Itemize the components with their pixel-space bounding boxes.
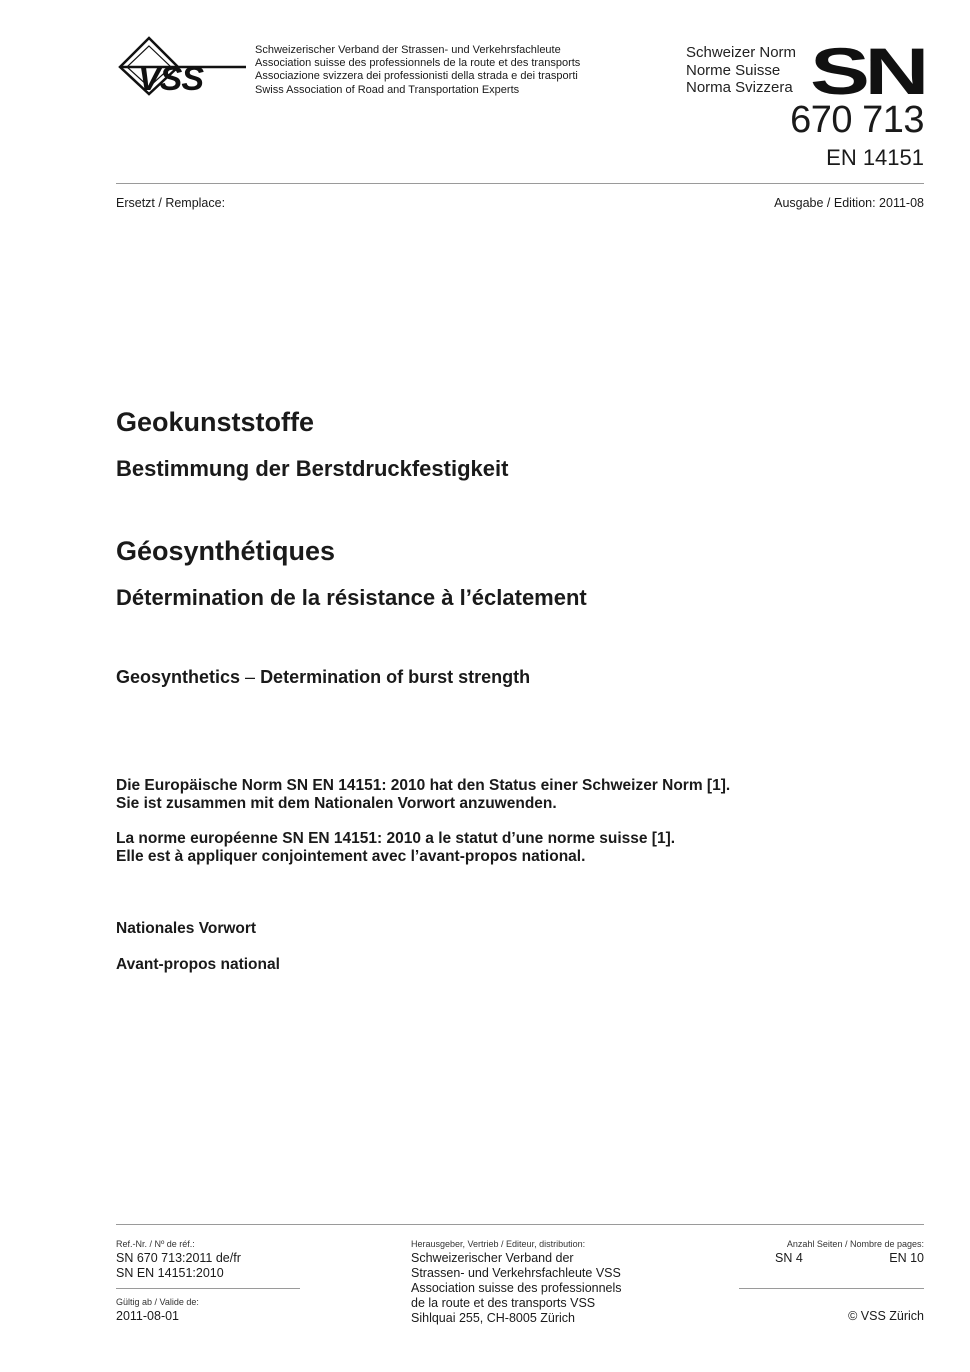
publisher-line: de la route et des transports VSS [411, 1296, 596, 1310]
title-de: Geokunststoffe [116, 407, 315, 437]
sn-logo [810, 44, 925, 96]
norm-name-de: Schweizer Norm [686, 44, 797, 61]
publisher-label: Herausgeber, Vertrieb / Editeur, distribution: [411, 1239, 586, 1249]
status-statement-fr [116, 830, 675, 866]
header-divider [116, 183, 924, 184]
copyright-notice: © VSS Zürich [848, 1309, 924, 1323]
title-en [116, 665, 530, 689]
footer-divider [116, 1224, 924, 1225]
association-name-fr: Association suisse des professionnels de la route et des transports [255, 57, 581, 70]
vss-logo [116, 36, 248, 96]
association-name-it: Associazione svizzera dei professionisti della strada e dei trasporti [255, 70, 578, 83]
valid-from-date: 2011-08-01 [116, 1309, 180, 1323]
en-standard-number: EN 14151 [826, 145, 924, 170]
publisher-line: Strassen- und Verkehrsfachleute VSS [411, 1266, 621, 1280]
reference-number-sn: SN 670 713:2011 de/fr [116, 1251, 241, 1265]
edition-label: Ausgabe / Edition: 2011-08 [774, 196, 924, 210]
norm-name-it: Norma Svizzera [686, 79, 793, 96]
title-en-dash: – [240, 667, 261, 687]
svg-text:SN: SN [810, 44, 925, 96]
reference-numbers [116, 1251, 241, 1281]
svg-text:VSS: VSS [138, 60, 204, 96]
publisher-line: Association suisse des professionnels [411, 1281, 622, 1295]
norm-name-fr: Norme Suisse [686, 61, 781, 79]
subtitle-de: Bestimmung der Berstdruckfestigkeit [116, 456, 509, 481]
association-name-de: Schweizerischer Verband der Strassen- und Verkehrsfachleute [255, 44, 561, 56]
association-names [255, 44, 580, 97]
association-name-en: Swiss Association of Road and Transportation Experts [255, 83, 520, 96]
national-foreword-heading-de: Nationales Vorwort [116, 920, 257, 937]
publisher-address [411, 1251, 622, 1326]
publisher-line: Sihlquai 255, CH-8005 Zürich [411, 1311, 575, 1325]
valid-from-label: Gültig ab / Valide de: [116, 1297, 199, 1307]
norm-type-names [686, 44, 796, 97]
reference-number-en: SN EN 14151:2010 [116, 1266, 224, 1280]
status-fr-line-1: La norme européenne SN EN 14151: 2010 a le statut d’une norme suisse [1]. [116, 830, 676, 847]
title-en-sub: Determination of burst strength [260, 667, 531, 687]
reference-label: Ref.-Nr. / Nº de réf.: [116, 1239, 195, 1249]
replaces-label: Ersetzt / Remplace: [116, 196, 226, 210]
subtitle-fr: Détermination de la résistance à l’éclatement [116, 585, 587, 610]
page-count-label: Anzahl Seiten / Nombre de pages: [786, 1239, 924, 1249]
title-fr: Géosynthétiques [116, 536, 336, 566]
status-statement-de [116, 777, 730, 813]
status-de-line-1: Die Europäische Norm SN EN 14151: 2010 hat den Status einer Schweizer Norm [1]. [116, 777, 731, 794]
status-de-line-2: Sie ist zusammen mit dem Nationalen Vorwort anzuwenden. [116, 795, 557, 812]
publisher-line: Schweizerischer Verband der [411, 1251, 574, 1265]
title-en-main: Geosynthetics [116, 667, 241, 687]
page-count-en: EN 10 [889, 1251, 924, 1265]
page-count-sn: SN 4 [775, 1251, 803, 1265]
page-count-divider [739, 1288, 924, 1289]
reference-divider [116, 1288, 300, 1289]
status-fr-line-2: Elle est à appliquer conjointement avec l’avant-propos national. [116, 848, 586, 865]
national-foreword-heading-fr: Avant-propos national [116, 956, 280, 973]
standard-number: 670 713 [790, 99, 924, 141]
